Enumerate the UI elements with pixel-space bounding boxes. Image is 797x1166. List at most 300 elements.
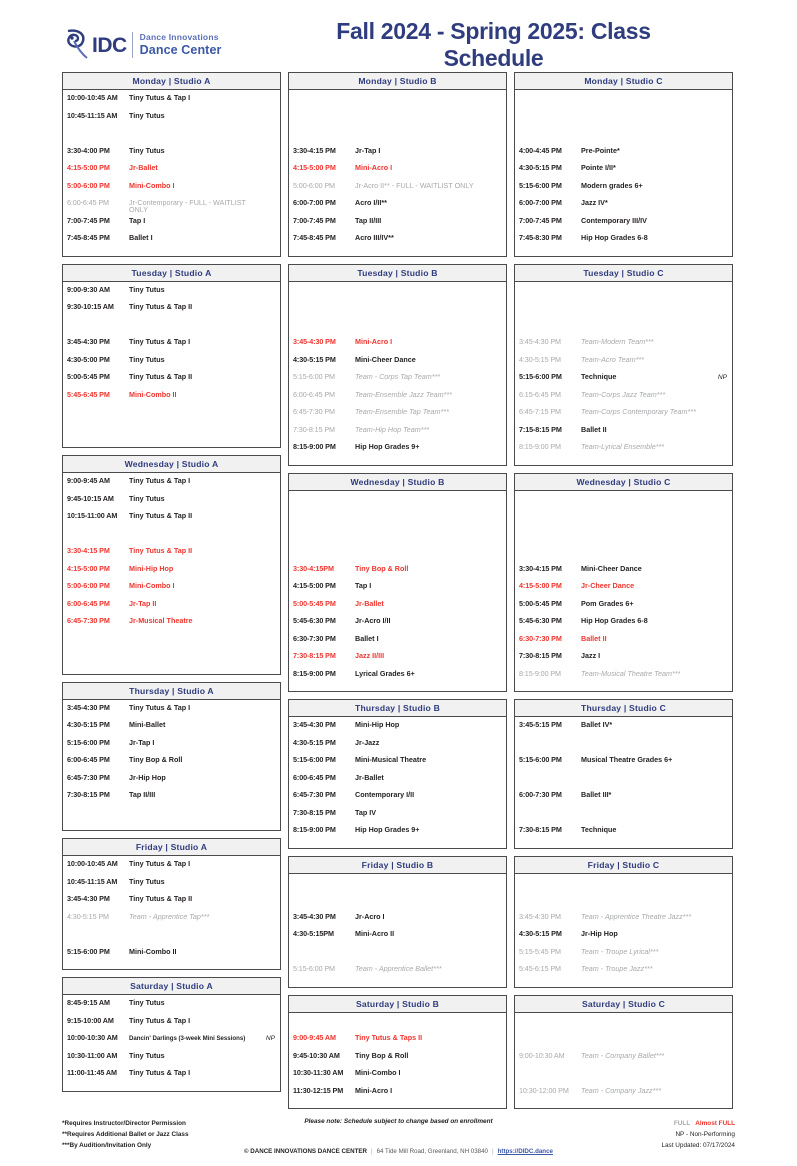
class-row[interactable] — [519, 635, 727, 653]
class-name: Hip Hop Grades 6-8 — [581, 616, 648, 625]
class-time: 10:00-10:45 AM — [67, 93, 118, 102]
class-time: 10:45-11:15 AM — [67, 876, 118, 886]
class-row[interactable] — [519, 234, 727, 252]
schedule-block — [514, 72, 733, 257]
block-heading: Wednesday | Studio C — [514, 473, 733, 491]
class-time: 7:00-7:45 PM — [519, 215, 562, 225]
class-name: Pom Grades 6+ — [581, 598, 634, 608]
footer-separator-1: | — [370, 1148, 373, 1155]
class-name: Tiny Bop & Roll — [355, 563, 409, 573]
class-name: Team-Modern Team*** — [581, 337, 654, 346]
class-name: Team-Corps Jazz Team*** — [581, 389, 666, 399]
class-row[interactable] — [519, 913, 727, 931]
class-time: 5:45-6:45 PM — [67, 389, 110, 399]
spacer-row — [67, 530, 275, 548]
class-row[interactable] — [293, 1069, 501, 1087]
class-row[interactable] — [67, 1017, 275, 1035]
class-name: Tiny Tutus & Tap I — [129, 93, 191, 102]
class-row[interactable] — [67, 582, 275, 600]
block-heading: Friday | Studio B — [288, 856, 507, 874]
class-row[interactable] — [519, 791, 727, 809]
schedule-block — [514, 856, 733, 988]
class-row[interactable] — [519, 565, 727, 583]
class-time: 5:15-5:45 PM — [519, 946, 561, 956]
spacer-row — [293, 129, 501, 147]
class-row[interactable] — [293, 670, 501, 688]
class-time: 6:00-6:45 PM — [67, 755, 110, 764]
class-row[interactable] — [519, 391, 727, 409]
class-name: Ballet I — [129, 233, 153, 242]
class-time: 5:00-5:45 PM — [67, 372, 110, 381]
block-rows — [62, 90, 281, 257]
class-row[interactable] — [67, 721, 275, 739]
class-row[interactable] — [519, 721, 727, 739]
class-row[interactable] — [67, 182, 275, 200]
class-time: 4:30-5:15 PM — [519, 163, 562, 172]
class-name: Tiny Tutus & Tap II — [129, 511, 193, 520]
schedule-block — [62, 977, 281, 1092]
class-name: Ballet IV* — [581, 720, 613, 729]
class-time: 6:45-7:30 PM — [67, 772, 110, 782]
class-name: Tap IV — [355, 807, 377, 817]
class-row[interactable] — [67, 164, 275, 182]
class-time: 5:00-6:00 PM — [293, 180, 335, 190]
page-footer — [62, 1118, 735, 1166]
class-row[interactable] — [67, 774, 275, 792]
spacer-row — [519, 878, 727, 896]
class-row[interactable] — [293, 338, 501, 356]
class-time: 6:30-7:30 PM — [519, 633, 562, 643]
class-row[interactable] — [293, 164, 501, 182]
legend-fill-status — [661, 1118, 735, 1129]
class-time: 6:00-7:30 PM — [519, 790, 562, 799]
class-name: Lyrical Grades 6+ — [355, 668, 415, 678]
class-row[interactable] — [293, 565, 501, 583]
class-row[interactable] — [293, 635, 501, 653]
legend — [661, 1118, 735, 1152]
spacer-row — [519, 1034, 727, 1052]
class-row[interactable] — [293, 756, 501, 774]
class-name: Team - Apprentice Theatre Jazz*** — [581, 911, 692, 921]
class-name: Mini-Acro II — [355, 929, 395, 938]
schedule-block — [514, 699, 733, 849]
class-row[interactable] — [519, 582, 727, 600]
class-time: 4:00-4:45 PM — [519, 145, 562, 155]
class-row[interactable] — [293, 600, 501, 618]
class-name: Technique — [581, 825, 617, 834]
copyright-text: © DANCE INNOVATIONS DANCE CENTER — [244, 1148, 367, 1155]
class-row[interactable] — [519, 826, 727, 844]
class-time: 5:00-5:45 PM — [293, 598, 336, 608]
class-row[interactable] — [293, 721, 501, 739]
block-rows — [62, 473, 281, 675]
block-heading: Friday | Studio A — [62, 838, 281, 856]
class-row[interactable] — [67, 878, 275, 896]
class-time: 5:45-6:15 PM — [519, 964, 561, 973]
class-time: 6:00-7:00 PM — [293, 198, 336, 207]
class-row[interactable] — [67, 512, 275, 530]
class-name: Technique — [581, 372, 617, 381]
block-heading: Thursday | Studio A — [62, 682, 281, 700]
class-name: Pre-Pointe* — [581, 145, 620, 155]
block-rows — [288, 874, 507, 988]
class-time: 3:45-4:30 PM — [293, 337, 336, 346]
class-name: Hip Hop Grades 9+ — [355, 825, 420, 834]
class-row[interactable] — [519, 443, 727, 461]
class-name: Jr-Cheer Dance — [581, 581, 635, 590]
class-row[interactable] — [293, 809, 501, 827]
class-time: 8:15-9:00 PM — [293, 825, 336, 834]
class-row[interactable] — [293, 391, 501, 409]
class-row[interactable] — [293, 234, 501, 252]
class-row[interactable] — [67, 565, 275, 583]
class-row[interactable] — [519, 147, 727, 165]
class-row[interactable] — [519, 408, 727, 426]
class-time: 6:45-7:30 PM — [67, 616, 110, 625]
class-row[interactable] — [67, 286, 275, 304]
class-row[interactable] — [519, 338, 727, 356]
class-row[interactable] — [67, 1069, 275, 1087]
class-name: Team - Apprentice Ballet*** — [355, 964, 442, 973]
spacer-row — [293, 878, 501, 896]
class-time: 4:30-5:15 PM — [519, 929, 562, 938]
class-row[interactable] — [67, 199, 275, 217]
class-time: 4:30-5:15 PM — [67, 720, 110, 729]
spacer-row — [519, 286, 727, 304]
class-row[interactable] — [519, 600, 727, 618]
class-row[interactable] — [67, 547, 275, 565]
class-row[interactable] — [67, 373, 275, 391]
class-row[interactable] — [67, 234, 275, 252]
class-name: Tiny Tutus & Tap I — [129, 1068, 191, 1077]
class-time: 5:15-6:00 PM — [519, 180, 562, 190]
class-name: Jazz I — [581, 651, 601, 660]
class-name: Jr-Contemporary - FULL - WAITLIST ONLY — [129, 198, 246, 215]
class-name: Tiny Tutus — [129, 110, 165, 120]
class-time: 10:45-11:15 AM — [67, 110, 118, 120]
class-name: Tap I — [129, 215, 146, 225]
class-row[interactable] — [293, 791, 501, 809]
class-row[interactable] — [293, 426, 501, 444]
class-time: 10:00-10:30 AM — [67, 1033, 118, 1042]
block-rows — [62, 856, 281, 970]
class-row[interactable] — [293, 965, 501, 983]
class-name: Mini-Combo II — [129, 389, 177, 399]
class-time: 3:45-5:15 PM — [519, 720, 562, 729]
class-row[interactable] — [293, 774, 501, 792]
class-row[interactable] — [519, 356, 727, 374]
class-row[interactable] — [293, 1034, 501, 1052]
legend-almost-full: Almost FULL — [695, 1120, 735, 1127]
class-name: Tap II/III — [129, 790, 156, 799]
class-row[interactable] — [519, 199, 727, 217]
schedule-block — [288, 856, 507, 988]
class-name: Tiny Tutus — [129, 876, 165, 886]
class-time: 3:45-4:30 PM — [67, 702, 110, 712]
class-name: Tiny Tutus — [129, 998, 165, 1007]
class-row[interactable] — [519, 756, 727, 774]
class-name: Tiny Tutus — [129, 145, 165, 155]
class-name: Contemporary I/II — [355, 790, 415, 799]
class-name: Mini-Acro I — [355, 337, 393, 346]
class-row[interactable] — [67, 147, 275, 165]
class-name: Tiny Tutus & Tap II — [129, 546, 193, 555]
class-name: Hip Hop Grades 9+ — [355, 442, 420, 451]
schedule-change-notice: Please note: Schedule subject to change based on enrollment — [304, 1118, 493, 1125]
spacer-row — [519, 809, 727, 827]
class-row[interactable] — [67, 756, 275, 774]
block-rows — [288, 491, 507, 693]
legend-full: FULL — [673, 1120, 691, 1127]
class-time: 4:15-5:00 PM — [67, 163, 110, 172]
class-name: Team-Ensemble Jazz Team*** — [355, 389, 452, 399]
class-time: 4:15-5:00 PM — [519, 581, 562, 590]
spacer-row — [67, 652, 275, 670]
class-row[interactable] — [67, 338, 275, 356]
block-heading: Tuesday | Studio A — [62, 264, 281, 282]
class-time: 8:15-9:00 PM — [293, 442, 336, 451]
class-time: 4:15-5:00 PM — [293, 163, 336, 172]
class-name: Tiny Tutus & Tap I — [129, 1015, 191, 1025]
class-row[interactable] — [519, 617, 727, 635]
spacer-row — [67, 930, 275, 948]
class-time: 5:15-6:00 PM — [293, 372, 335, 381]
class-name: Tiny Tutus & Tap I — [129, 859, 191, 868]
spacer-row — [67, 321, 275, 339]
class-row[interactable] — [293, 443, 501, 461]
class-row[interactable] — [519, 670, 727, 688]
spacer-row — [293, 512, 501, 530]
class-time: 11:00-11:45 AM — [67, 1068, 117, 1077]
class-row[interactable] — [293, 408, 501, 426]
logo-abbr: IDC — [92, 33, 127, 57]
spacer-row — [293, 286, 501, 304]
class-row[interactable] — [519, 965, 727, 983]
class-row[interactable] — [519, 164, 727, 182]
class-time: 4:15-5:00 PM — [67, 563, 110, 573]
class-time: 3:30-4:15 PM — [293, 145, 336, 155]
class-row[interactable] — [293, 199, 501, 217]
class-row[interactable] — [519, 426, 727, 444]
class-name: Jr-Jazz — [355, 737, 380, 747]
class-row[interactable] — [293, 617, 501, 635]
block-heading: Friday | Studio C — [514, 856, 733, 874]
class-time: 6:00-6:45 PM — [67, 598, 110, 608]
class-name: Mini-Combo I — [129, 180, 175, 190]
column-studio-b — [288, 72, 507, 1116]
class-row[interactable] — [293, 913, 501, 931]
website-link[interactable]: https://DIDC.dance — [497, 1148, 553, 1155]
class-name: Acro III/IV** — [355, 233, 394, 242]
class-row[interactable] — [67, 600, 275, 618]
class-row[interactable] — [67, 303, 275, 321]
class-time: 10:15-11:00 AM — [67, 511, 118, 520]
class-time: 3:30-4:15 PM — [67, 546, 110, 555]
block-rows — [514, 90, 733, 257]
class-row[interactable] — [67, 895, 275, 913]
class-name: Team-Lyrical Ensemble*** — [581, 442, 665, 451]
non-performing-badge: NP — [717, 374, 727, 381]
class-name: Musical Theatre Grades 6+ — [581, 755, 673, 764]
schedule-block — [514, 995, 733, 1110]
class-row[interactable] — [293, 582, 501, 600]
class-name: Acro I/II** — [355, 198, 387, 207]
logo — [62, 27, 292, 63]
class-time: 6:45-7:15 PM — [519, 407, 561, 416]
class-row[interactable] — [519, 373, 727, 391]
class-row[interactable] — [293, 930, 501, 948]
schedule-block — [288, 699, 507, 849]
class-name: Modern grades 6+ — [581, 180, 643, 190]
class-time: 9:15-10:00 AM — [67, 1015, 114, 1025]
class-row[interactable] — [67, 112, 275, 130]
class-row[interactable] — [67, 913, 275, 931]
class-row[interactable] — [293, 182, 501, 200]
schedule-block — [62, 838, 281, 970]
class-row[interactable] — [67, 391, 275, 409]
class-row[interactable] — [293, 217, 501, 235]
class-row[interactable] — [293, 739, 501, 757]
spacer-row — [293, 948, 501, 966]
class-row[interactable] — [67, 495, 275, 513]
non-performing-badge: NP — [265, 1035, 275, 1042]
class-time: 9:00-9:45 AM — [67, 476, 110, 485]
class-row[interactable] — [293, 652, 501, 670]
class-time: 7:45-8:45 PM — [293, 233, 336, 242]
class-name: Mini-Hip Hop — [355, 720, 400, 729]
block-heading: Tuesday | Studio B — [288, 264, 507, 282]
class-row[interactable] — [67, 477, 275, 495]
class-name: Tiny Tutus & Tap I — [129, 476, 191, 485]
spacer-row — [67, 809, 275, 827]
block-heading: Wednesday | Studio A — [62, 455, 281, 473]
spacer-row — [293, 895, 501, 913]
class-time: 6:00-7:00 PM — [519, 198, 562, 207]
class-time: 7:30-8:15 PM — [519, 825, 562, 834]
class-row[interactable] — [519, 217, 727, 235]
class-row[interactable] — [293, 147, 501, 165]
class-name: Team - Troupe Jazz*** — [581, 964, 653, 973]
spacer-row — [67, 408, 275, 426]
footer-separator-2: | — [492, 1148, 494, 1155]
class-row[interactable] — [293, 356, 501, 374]
class-row[interactable] — [293, 373, 501, 391]
class-name: Ballet I — [355, 633, 379, 643]
class-time: 5:15-6:00 PM — [293, 755, 336, 764]
class-row[interactable] — [293, 1052, 501, 1070]
class-row[interactable] — [293, 826, 501, 844]
class-name: Team-Corps Contemporary Team*** — [581, 407, 696, 416]
class-name: Mini-Combo I — [355, 1068, 401, 1077]
block-rows — [62, 282, 281, 449]
spacer-row — [519, 774, 727, 792]
logo-wordmark — [140, 33, 222, 57]
class-name: Jr-Tap I — [355, 145, 381, 155]
class-row[interactable] — [519, 182, 727, 200]
class-row[interactable] — [67, 948, 275, 966]
spacer-row — [293, 112, 501, 130]
class-time: 7:30-8:15 PM — [293, 424, 335, 434]
class-row[interactable] — [67, 94, 275, 112]
class-name: Jr-Ballet — [355, 598, 384, 608]
class-time: 6:30-7:30 PM — [293, 633, 336, 643]
class-name: Tap II/III — [355, 215, 382, 225]
class-row[interactable] — [67, 217, 275, 235]
class-name: Mini-Musical Theatre — [355, 755, 427, 764]
class-row[interactable] — [67, 860, 275, 878]
footnote-1: *Requires Instructor/Director Permission — [62, 1120, 186, 1127]
class-time: 9:00-9:45 AM — [293, 1033, 336, 1042]
class-time: 4:30-5:15 PM — [519, 354, 561, 364]
class-name: Mini-Acro I — [355, 163, 393, 172]
spacer-row — [67, 426, 275, 444]
class-name: Team-Hip Hop Team*** — [355, 424, 430, 434]
class-row[interactable] — [519, 948, 727, 966]
logo-divider — [132, 32, 133, 58]
logo-line-2: Dance Center — [139, 42, 222, 57]
schedule-block — [62, 264, 281, 449]
block-rows — [514, 874, 733, 988]
class-name: Mini-Ballet — [129, 720, 166, 729]
class-row[interactable] — [67, 704, 275, 722]
class-row[interactable] — [67, 1034, 275, 1052]
legend-np: NP - Non-Performing — [675, 1131, 735, 1139]
class-time: 4:30-5:15 PM — [293, 737, 336, 747]
class-time: 5:15-6:00 PM — [293, 964, 335, 973]
spacer-row — [519, 495, 727, 513]
class-time: 6:45-7:30 PM — [293, 790, 336, 799]
class-row[interactable] — [67, 617, 275, 635]
class-name: Tiny Bop & Roll — [129, 755, 183, 764]
page-title: Fall 2024 - Spring 2025: Class Schedule — [336, 18, 651, 71]
class-row[interactable] — [67, 1052, 275, 1070]
block-heading: Wednesday | Studio B — [288, 473, 507, 491]
class-row[interactable] — [293, 1087, 501, 1105]
class-time: 4:30-5:15PM — [293, 929, 334, 938]
class-row[interactable] — [67, 739, 275, 757]
block-heading: Tuesday | Studio C — [514, 264, 733, 282]
class-time: 5:15-6:00 PM — [67, 946, 110, 956]
class-row[interactable] — [67, 356, 275, 374]
class-time: 8:45-9:15 AM — [67, 998, 110, 1007]
last-updated: Last Updated: 07/17/2024 — [661, 1142, 735, 1150]
spacer-row — [293, 303, 501, 321]
spacer-row — [293, 1017, 501, 1035]
class-name: Team - Company Jazz*** — [581, 1085, 662, 1095]
spacer-row — [293, 94, 501, 112]
class-row[interactable] — [67, 999, 275, 1017]
class-name: Jazz II/III — [355, 651, 385, 660]
class-time: 9:30-10:15 AM — [67, 302, 114, 311]
spacer-row — [519, 129, 727, 147]
class-time: 3:30-4:15 PM — [519, 563, 562, 573]
class-row[interactable] — [519, 930, 727, 948]
class-row[interactable] — [67, 791, 275, 809]
class-time: 8:15-9:00 PM — [519, 668, 561, 678]
class-time: 3:45-4:30 PM — [519, 337, 561, 346]
class-time: 3:45-4:30 PM — [67, 894, 110, 903]
class-time: 10:30-12:00 PM — [519, 1085, 569, 1095]
class-time: 5:00-6:00 PM — [67, 180, 110, 190]
class-row[interactable] — [519, 1052, 727, 1070]
block-heading: Saturday | Studio A — [62, 977, 281, 995]
class-time: 7:00-7:45 PM — [293, 215, 336, 225]
class-time: 5:15-6:00 PM — [519, 372, 562, 381]
class-row[interactable] — [519, 1087, 727, 1105]
class-row[interactable] — [519, 652, 727, 670]
block-rows — [514, 717, 733, 849]
class-name: Tiny Tutus — [129, 284, 165, 294]
